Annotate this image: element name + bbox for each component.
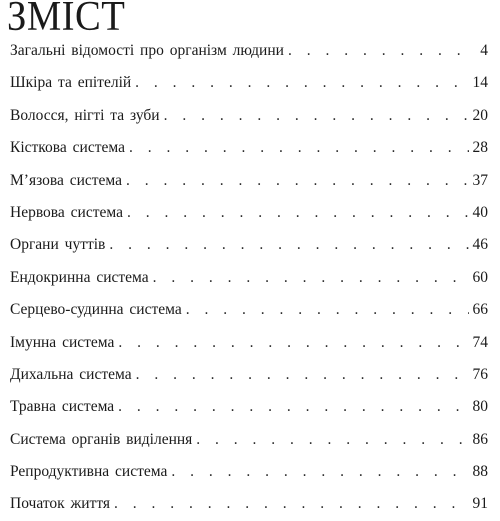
- toc-entry-page-number: 20: [472, 106, 488, 124]
- toc-entry-label: Волосся, нігті та зуби: [10, 106, 160, 124]
- toc-entry-page-number: 14: [472, 74, 488, 92]
- toc-entry-label: Імунна система: [10, 333, 115, 351]
- toc-entry-page-number: 74: [472, 333, 488, 351]
- toc-entry-label: М’язова система: [10, 171, 123, 189]
- page-title: ЗМІСТ: [7, 0, 126, 40]
- toc-entry-page-number: 88: [472, 463, 488, 481]
- toc-entry[interactable]: [10, 359, 488, 391]
- dot-leader: [118, 327, 468, 359]
- toc-entry[interactable]: [10, 391, 488, 423]
- dot-leader: [114, 488, 468, 520]
- toc-entry-page-number: 91: [472, 495, 488, 513]
- toc-entry[interactable]: [10, 100, 488, 132]
- toc-entry-page-number: 66: [472, 301, 488, 319]
- toc-entry[interactable]: [10, 488, 488, 520]
- dot-leader: [136, 359, 469, 391]
- toc-entry-label: Загальні відомості про організм людини: [10, 42, 284, 59]
- toc-entry[interactable]: [10, 456, 488, 488]
- dot-leader: [135, 67, 468, 99]
- dot-leader: [186, 294, 469, 326]
- toc-entry-label: Репродуктивна система: [10, 463, 168, 481]
- toc-entry-label: Кісткова система: [10, 139, 125, 157]
- toc-entry-label: Система органів виділення: [10, 430, 193, 448]
- toc-entry-label: Серцево-судинна система: [10, 301, 182, 319]
- toc-entry[interactable]: [10, 132, 488, 164]
- dot-leader: [126, 165, 468, 197]
- toc-entry-page-number: 40: [472, 203, 488, 221]
- toc-entry-label: Початок життя: [10, 495, 111, 513]
- dot-leader: [127, 197, 469, 229]
- toc-entry[interactable]: [10, 67, 488, 99]
- toc-entry-page-number: 28: [472, 139, 488, 157]
- toc-entry[interactable]: [10, 262, 488, 294]
- toc-entry-label: Органи чуттів: [10, 236, 106, 254]
- toc-entry-label: Ендокринна система: [10, 268, 149, 286]
- toc-entry-label: Травна система: [10, 398, 115, 416]
- toc-entry[interactable]: [10, 327, 488, 359]
- dot-leader: [196, 424, 468, 456]
- toc-entry[interactable]: [10, 229, 488, 261]
- dot-leader: [171, 456, 468, 488]
- toc-entry-page-number: 60: [472, 268, 488, 286]
- dot-leader: [118, 391, 468, 423]
- toc-entry-page-number: 46: [472, 236, 488, 254]
- toc-entry[interactable]: [10, 424, 488, 456]
- toc-entry-page-number: 76: [472, 365, 488, 383]
- toc-entry-page-number: 37: [472, 171, 488, 189]
- toc-entry[interactable]: [10, 35, 488, 67]
- toc-list: [10, 35, 488, 521]
- toc-entry-label: Дихальна система: [10, 365, 132, 383]
- dot-leader: [129, 132, 469, 164]
- dot-leader: [288, 35, 470, 67]
- toc-entry-page-number: 4: [480, 42, 488, 59]
- toc-entry-page-number: 80: [472, 398, 488, 416]
- toc-entry[interactable]: [10, 197, 488, 229]
- dot-leader: [164, 100, 469, 132]
- toc-entry-label: Шкіра та епітелій: [10, 74, 132, 92]
- toc-entry[interactable]: [10, 294, 488, 326]
- toc-entry[interactable]: [10, 165, 488, 197]
- toc-entry-page-number: 86: [472, 430, 488, 448]
- toc-entry-label: Нервова система: [10, 203, 123, 221]
- dot-leader: [109, 229, 468, 261]
- dot-leader: [153, 262, 469, 294]
